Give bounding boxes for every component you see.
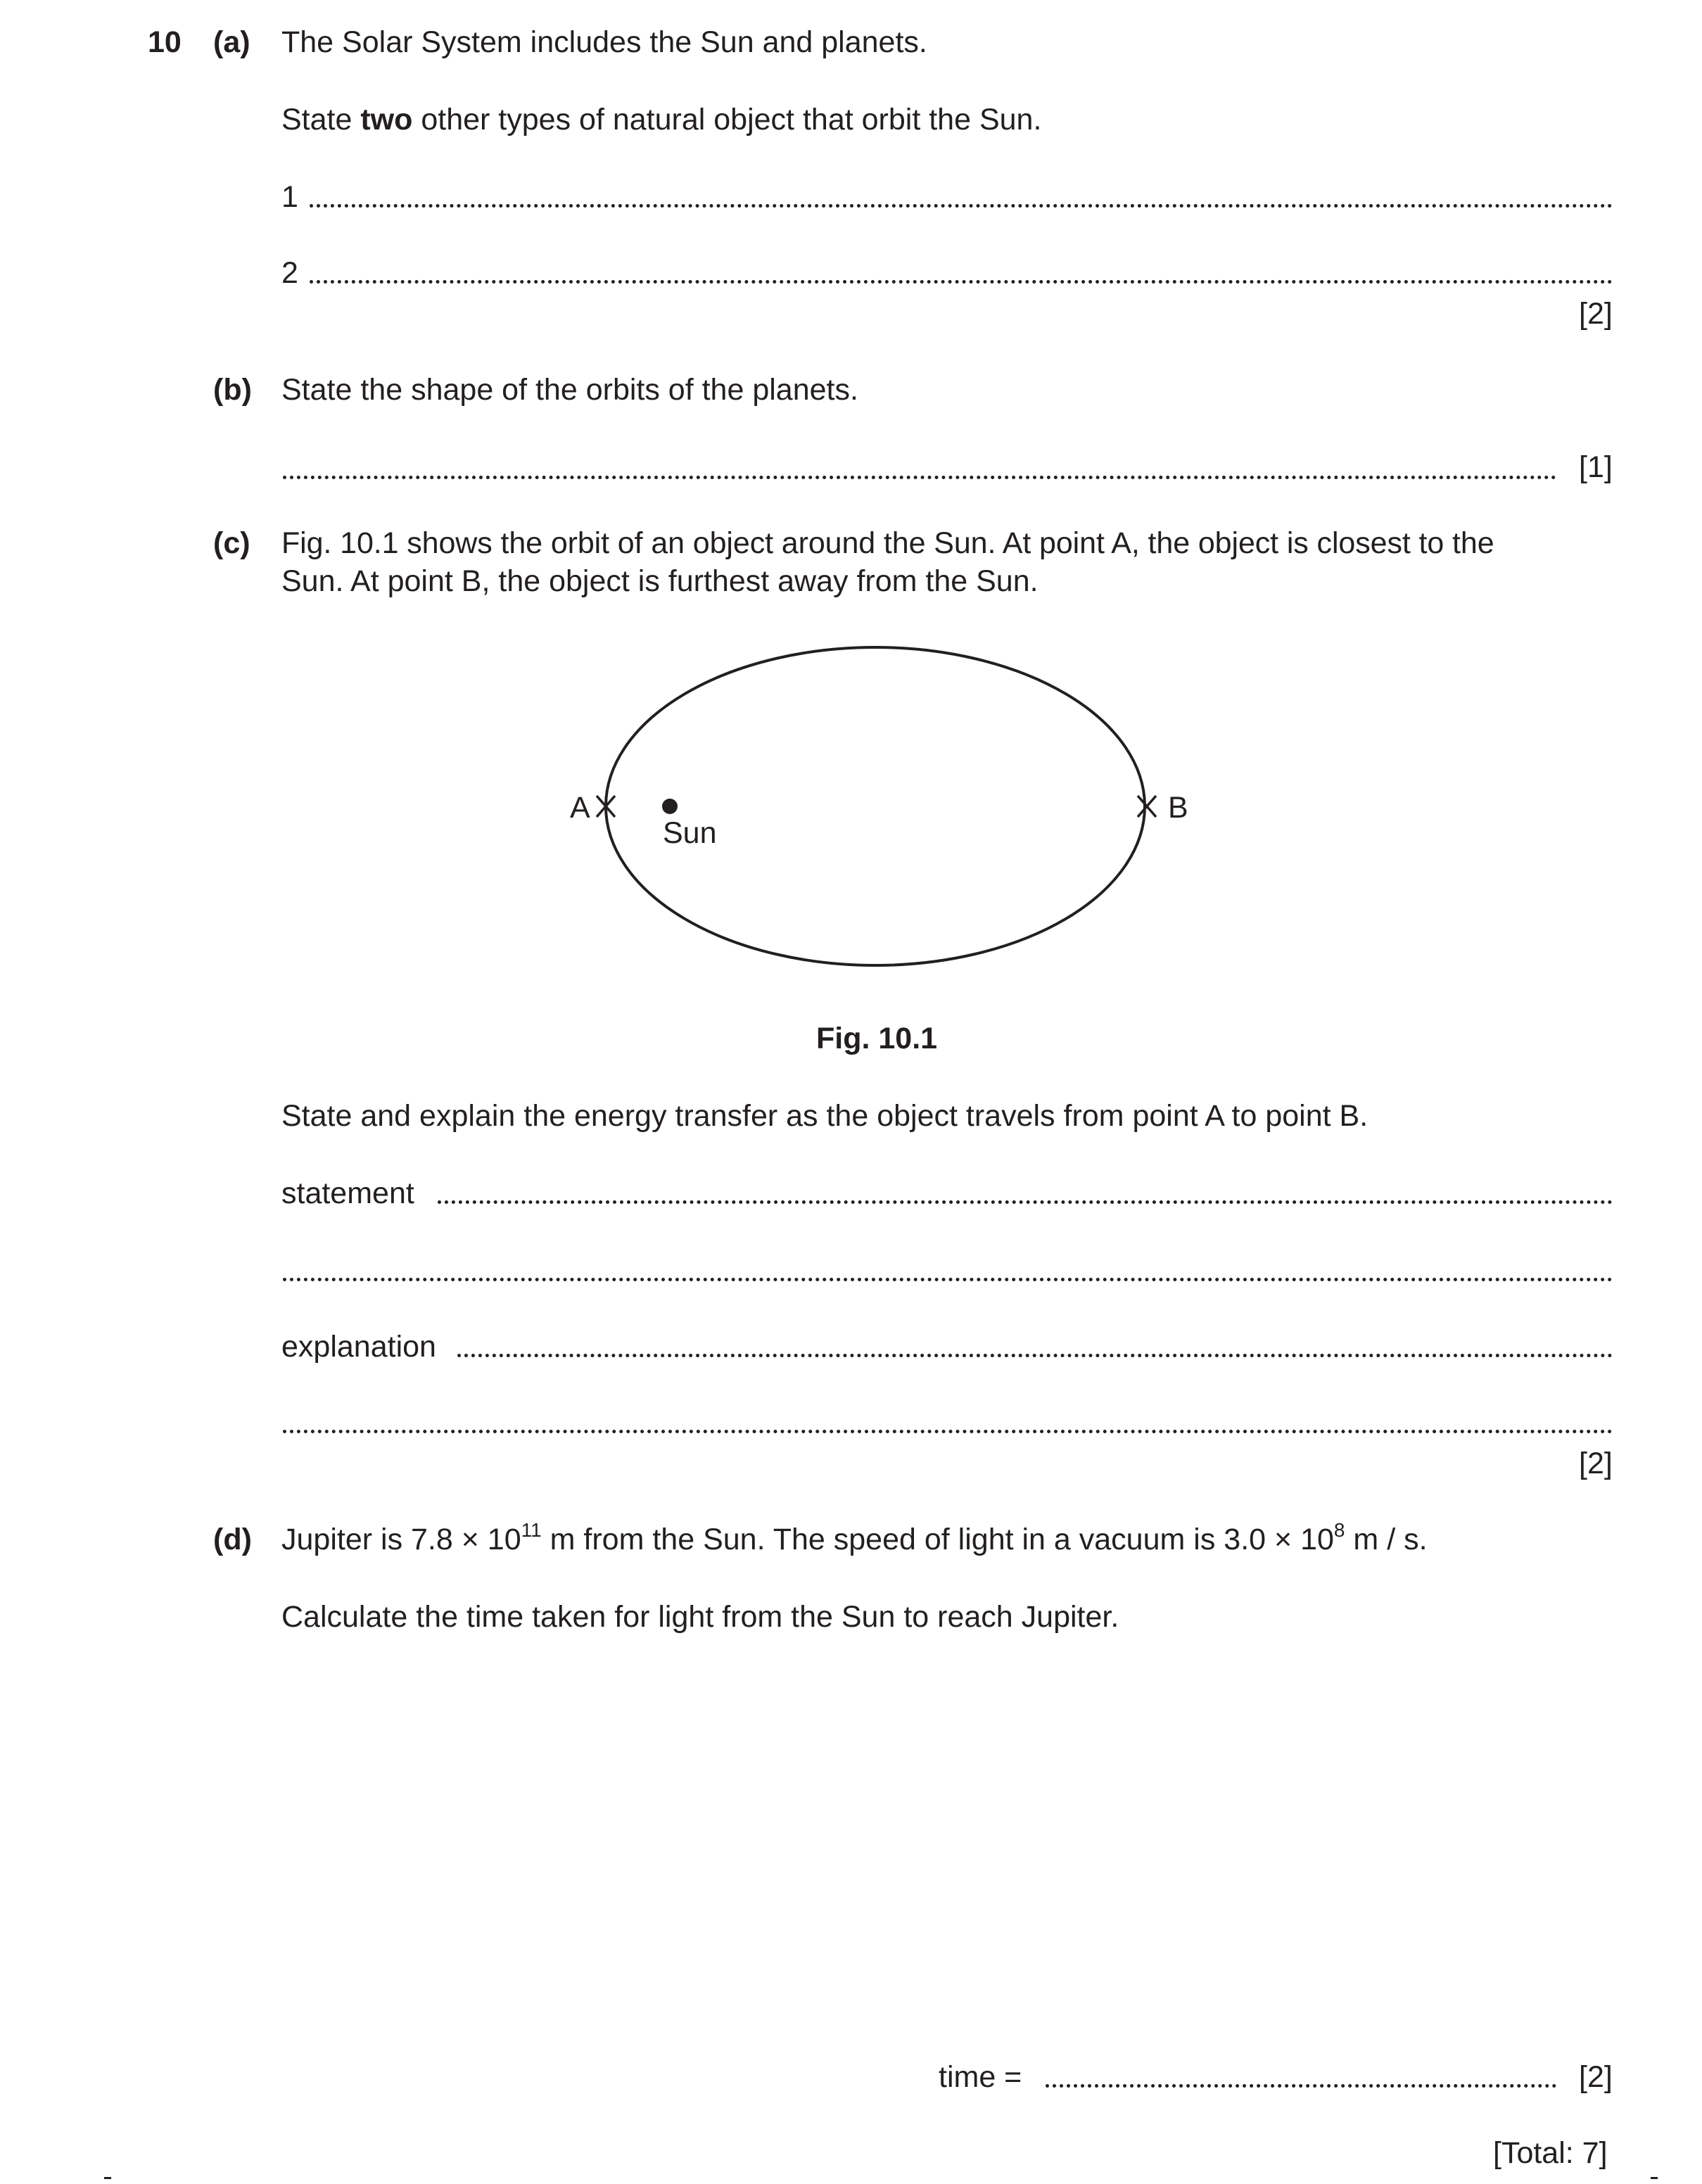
part-b-label: (b) [213,373,252,407]
prompt-text: other types of natural object that orbit the Sun. [412,103,1042,136]
part-a-text: The Solar System includes the Sun and planets. [281,25,927,59]
statement-answer-line-2[interactable] [283,1278,1613,1281]
part-a-label: (a) [213,25,250,59]
exponent-11: 11 [521,1519,542,1541]
sun-dot [662,799,678,814]
prompt-text: State [281,103,361,136]
time-answer-line[interactable] [1046,2084,1556,2088]
statement-label: statement [281,1176,414,1210]
orbit-ellipse [606,647,1145,965]
crop-mark-right [1651,2177,1658,2179]
part-c-prompt: State and explain the energy transfer as the object travels from point A to point B. [281,1099,1368,1133]
label-b: B [1168,791,1188,825]
part-c-marks: [2] [1579,1447,1613,1480]
statement-answer-line[interactable] [438,1200,1613,1204]
part-c-text-line1: Fig. 10.1 shows the orbit of an object around the Sun. At point A, the object is closest to the [281,526,1494,560]
part-d-label: (d) [213,1523,252,1556]
answer-line-1-label: 1 [281,180,298,214]
question-number: 10 [148,25,182,59]
time-label: time = [939,2060,1022,2094]
total-marks: [Total: 7] [1493,2136,1608,2170]
part-b-text: State the shape of the orbits of the planets. [281,373,858,407]
explanation-answer-line-2[interactable] [283,1430,1613,1433]
explanation-answer-line[interactable] [457,1354,1613,1357]
part-a-marks: [2] [1579,297,1613,331]
label-sun: Sun [663,816,717,850]
part-d-marks: [2] [1579,2060,1613,2094]
crop-mark-left [104,2177,111,2179]
part-d-text-1: Jupiter is 7.8 × 10 [281,1523,521,1556]
part-d-prompt: Calculate the time taken for light from the Sun to reach Jupiter. [281,1600,1119,1634]
exponent-8: 8 [1333,1519,1345,1541]
figure-caption: Fig. 10.1 [816,1022,938,1055]
part-b-marks: [1] [1579,450,1613,484]
part-d-text [281,1519,1428,1557]
answer-line-2-label: 2 [281,256,298,290]
prompt-emphasis: two [360,103,413,136]
label-a: A [570,791,590,825]
point-b-cross [1138,796,1156,817]
part-d-text-2: m from the Sun. The speed of light in a vacuum is 3.0 × 10 [541,1523,1334,1556]
orbit-figure [0,0,1702,1069]
explanation-label: explanation [281,1330,436,1364]
part-c-text-line2: Sun. At point B, the object is furthest away from the Sun. [281,564,1039,598]
part-c-label: (c) [213,526,250,560]
part-d-text-3: m / s. [1345,1523,1428,1556]
